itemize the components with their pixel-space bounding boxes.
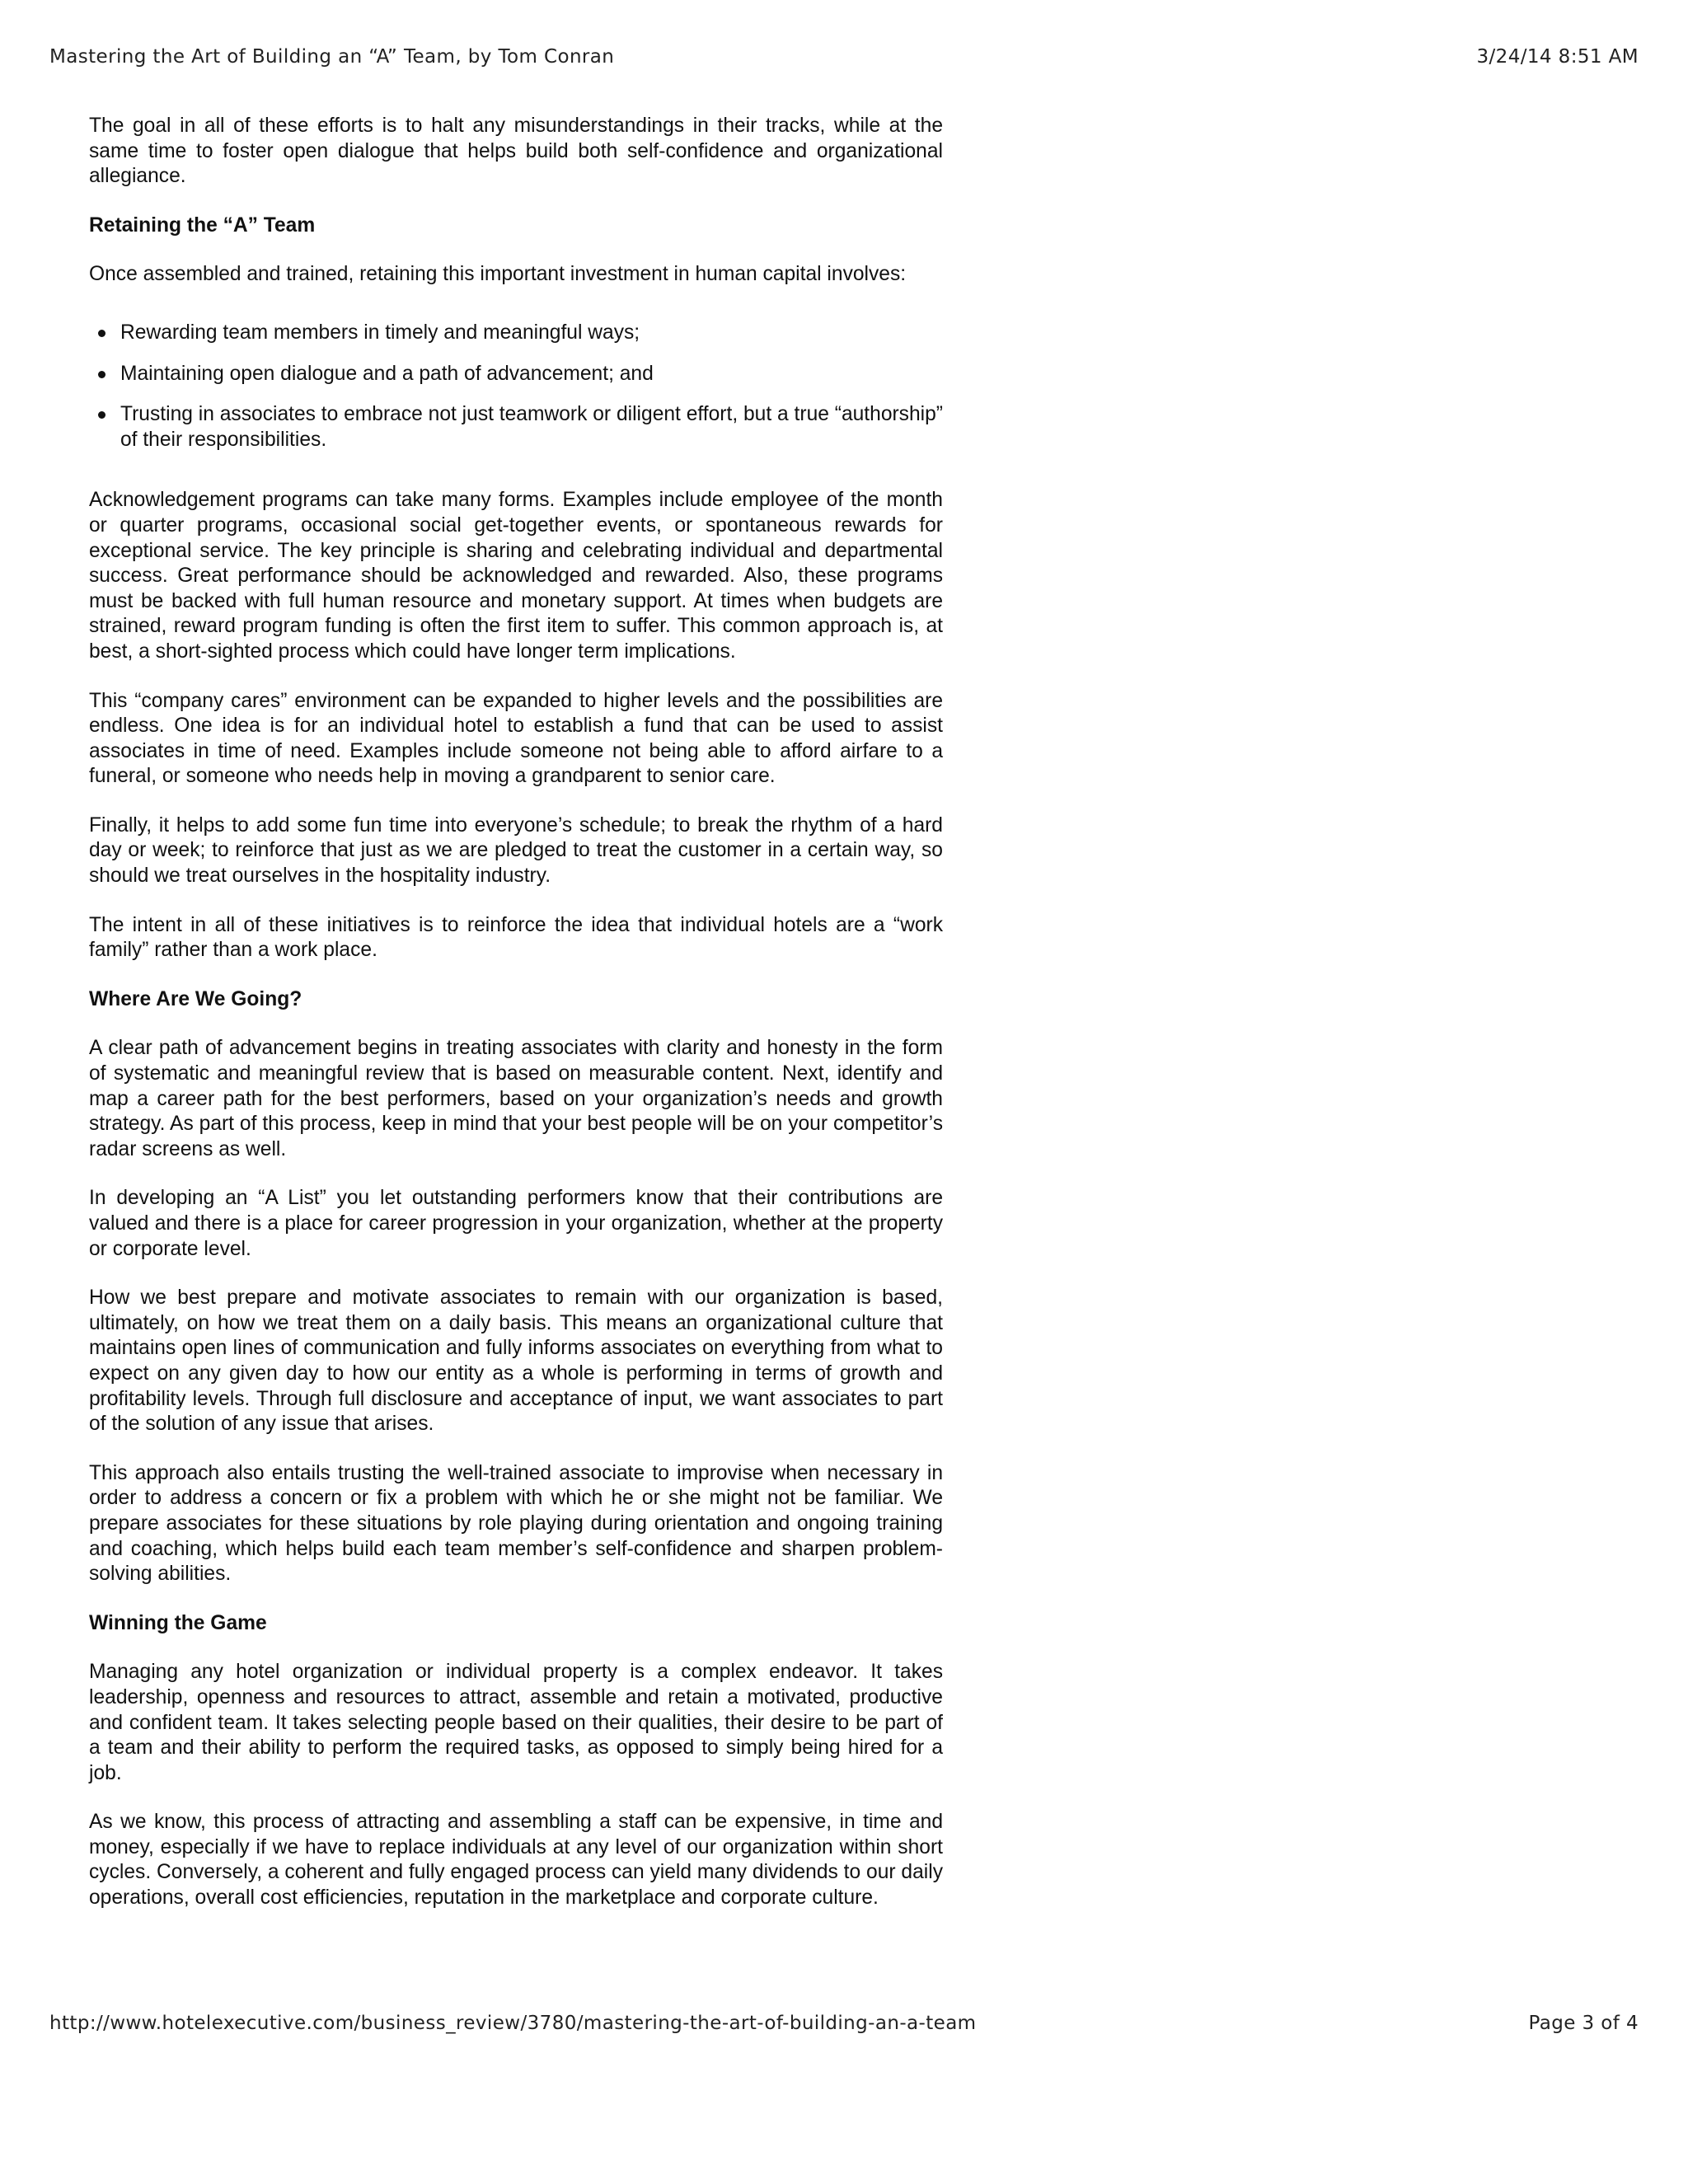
page-title: Mastering the Art of Building an “A” Team, by Tom Conran — [49, 46, 615, 68]
list-item-text: Trusting in associates to embrace not just teamwork or diligent effort, but a true “authorship” of their responsibilities. — [120, 403, 943, 451]
intro-paragraph: The goal in all of these efforts is to halt any misunderstandings in their tracks, while at the same time to foster open dialogue that helps build both self-confidence and organizational allegiance. — [89, 115, 943, 188]
retaining-lead-paragraph: Once assembled and trained, retaining this important investment in human capital involves: — [89, 263, 907, 286]
print-header — [49, 46, 1639, 68]
retaining-list — [89, 321, 943, 452]
body-paragraph: This approach also entails trusting the well-trained associate to improvise when necessary in order to address a concern or fix a problem with which he or she might not be familiar. We prepare associates for these situations by role playing during orientation and ongoing training and coaching, which helps build each team member’s self-confidence and sharpen problem-solving abilities. — [89, 1461, 943, 1586]
print-footer — [49, 2013, 1639, 2034]
bullet-icon — [98, 330, 106, 337]
section-heading-retaining: Retaining the “A” Team — [89, 213, 316, 237]
list-item — [89, 362, 943, 387]
list-item — [89, 321, 943, 346]
article-body — [89, 114, 943, 1935]
body-paragraph: Finally, it helps to add some fun time into everyone’s schedule; to break the rhythm of a hard day or week; to reinforce that just as we are pledged to treat the customer in a certain way, so should we treat ourselves in the hospitality industry. — [89, 813, 943, 888]
body-paragraph: This “company cares” environment can be expanded to higher levels and the possibilities are endless. One idea is for an individual hotel to establish a fund that can be used to assist associates in time of need. Examples include someone not being able to afford airfare to a funeral, or someone who needs help in moving a grandparent to senior care. — [89, 689, 943, 788]
bullet-icon — [98, 371, 106, 378]
bullet-icon — [98, 411, 106, 419]
section-heading-going: Where Are We Going? — [89, 987, 302, 1010]
body-paragraph: A clear path of advancement begins in treating associates with clarity and honesty in the form of systematic and meaningful review that is based on measurable content. Next, identify and map a career path for the best performers, based on your organization’s needs and growth strategy. As part of this process, keep in mind that your best people will be on your competitor’s radar screens as well. — [89, 1037, 943, 1160]
body-paragraph: Acknowledgement programs can take many forms. Examples include employee of the month or quarter programs, occasional social get-together events, or spontaneous rewards for exceptional service. The key principle is sharing and celebrating individual and departmental success. Great performance should be acknowledged and rewarded. Also, these programs must be backed with full human resource and monetary support. At times when budgets are strained, reward program funding is often the first item to suffer. This common approach is, at best, a short-sighted process which could have longer term implications. — [89, 489, 943, 663]
body-paragraph: The intent in all of these initiatives is to reinforce the idea that individual hotels are a “work family” rather than a work place. — [89, 913, 943, 962]
body-paragraph: Managing any hotel organization or individual property is a complex endeavor. It takes leadership, openness and resources to attract, assemble and retain a motivated, productive and confident team. It takes selecting people based on their qualities, their desire to be part of a team and their ability to perform the required tasks, as opposed to simply being hired for a job. — [89, 1661, 943, 1784]
body-paragraph: As we know, this process of attracting and assembling a staff can be expensive, in time and money, especially if we have to replace individuals at any level of our organization within short cycles. Conversely, a coherent and fully engaged process can yield many dividends to our daily operations, overall cost efficiencies, reputation in the marketplace and corporate culture. — [89, 1811, 943, 1910]
body-paragraph: In developing an “A List” you let outstanding performers know that their contributions are valued and there is a place for career progression in your organization, whether at the property or corporate level. — [89, 1187, 943, 1260]
section-heading-winning: Winning the Game — [89, 1611, 267, 1634]
page-url: http://www.hotelexecutive.com/business_review/3780/mastering-the-art-of-building-an-a-team — [49, 2013, 977, 2034]
list-item-text: Maintaining open dialogue and a path of advancement; and — [120, 362, 654, 385]
body-paragraph: How we best prepare and motivate associates to remain with our organization is based, ultimately, on how we treat them on a daily basis. This means an organizational culture that maintains open lines of communication and fully informs associates on everything from what to expect on any given day to how our entity as a whole is performing in terms of growth and profitability levels. Through full disclosure and acceptance of input, we want associates to part of the solution of any issue that arises. — [89, 1286, 943, 1436]
list-item — [89, 402, 943, 452]
print-timestamp: 3/24/14 8:51 AM — [1476, 46, 1639, 68]
page-number: Page 3 of 4 — [1528, 2013, 1639, 2034]
list-item-text: Rewarding team members in timely and meaningful ways; — [120, 321, 640, 344]
